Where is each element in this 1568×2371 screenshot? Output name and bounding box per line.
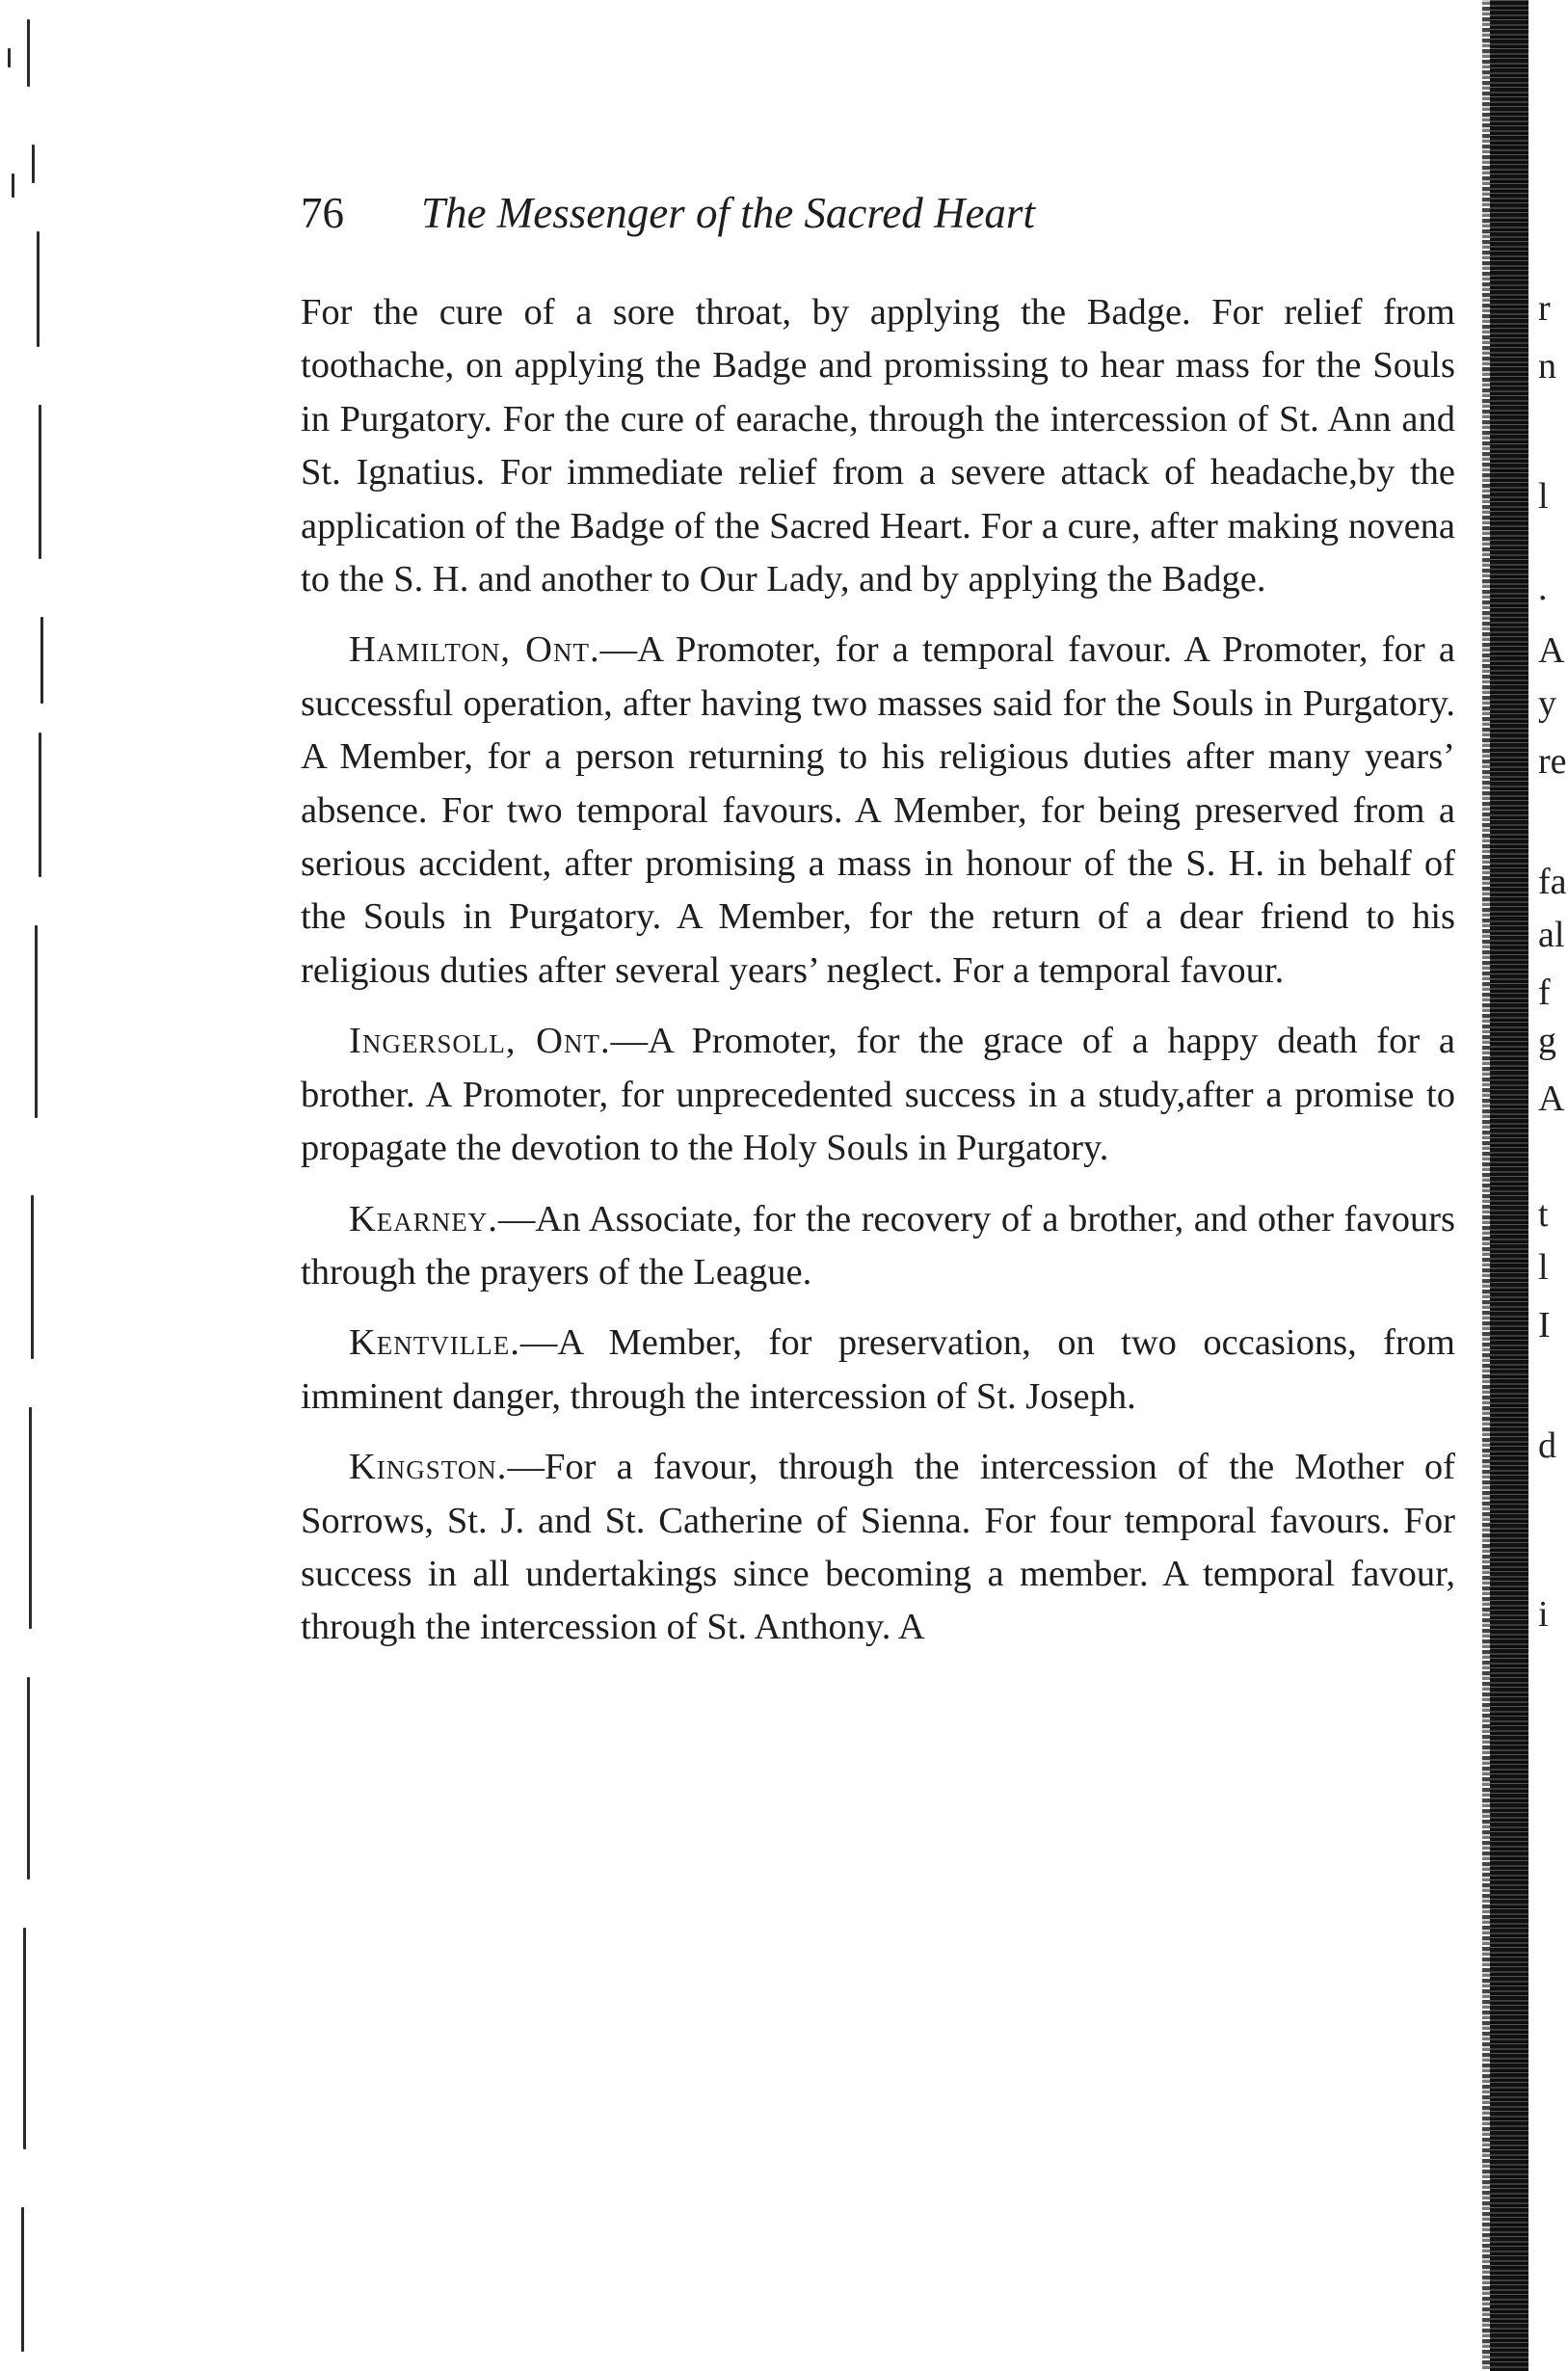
facing-page-fragment: A xyxy=(1538,631,1565,670)
entry-kearney xyxy=(301,1193,1455,1300)
entry-text: —A Promoter, for the grace of a happy death for a brother. A Promoter, for unprecedented success in a study,after a promise to propagate the devotion to the Holy Souls in Purgatory. xyxy=(301,1021,1455,1169)
scan-left-edge xyxy=(0,0,67,2371)
facing-page-fragment: l xyxy=(1538,477,1549,516)
entry-text: For the cure of a sore throat, by applying the Badge. For relief from toothache, on applying the Badge and promissing to hear mass for the Souls in Purgatory. For the cure of earache, through the intercession of St. Ann and St. Ignatius. For immediate relief from a severe attack of headache,by the application of the Badge of the Sacred Heart. For a cure, after making novena to the S. H. and another to Our Lady, and by applying the Badge. xyxy=(301,292,1455,600)
entry-place: Ingersoll, Ont. xyxy=(349,1021,611,1062)
binding-gutter xyxy=(1482,0,1528,2371)
entry-place: Hamilton, Ont. xyxy=(349,629,600,671)
facing-page-fragment: y xyxy=(1538,684,1556,723)
facing-page-fragment: re xyxy=(1538,742,1567,781)
entry-place: Kingston. xyxy=(349,1447,508,1488)
page-body xyxy=(301,188,1455,1655)
entry-text: —For a favour, through the intercession of the Mother of Sorrows, St. J. and St. Catherine of Sienna. For four temporal favours. For success in all undertakings since becoming a member. A temporal favour, through the intercession of St. Anthony. A xyxy=(301,1447,1455,1648)
entry-hamilton xyxy=(301,624,1455,998)
facing-page-fragment: I xyxy=(1538,1306,1551,1345)
facing-page-fragment: fa xyxy=(1538,863,1567,901)
entry-kentville xyxy=(301,1317,1455,1424)
facing-page-fragment: . xyxy=(1538,569,1548,607)
facing-page-fragment: g xyxy=(1538,1022,1556,1060)
entry-continued xyxy=(301,286,1455,606)
facing-page-fragment: A xyxy=(1538,1079,1565,1118)
entry-place: Kearney. xyxy=(349,1198,498,1239)
facing-page-fragment: l xyxy=(1538,1248,1549,1287)
entry-text: —A Member, for preservation, on two occasions, from imminent danger, through the intercession of St. Joseph. xyxy=(301,1322,1455,1417)
page-number: 76 xyxy=(301,189,344,237)
facing-page-fragment: t xyxy=(1538,1195,1549,1234)
facing-page-fragment: f xyxy=(1538,973,1551,1012)
entry-ingersoll xyxy=(301,1015,1455,1175)
facing-page-fragment: i xyxy=(1538,1595,1549,1634)
facing-page-fragment: al xyxy=(1538,916,1565,954)
facing-page-fragment: r xyxy=(1538,289,1551,328)
entry-kingston xyxy=(301,1441,1455,1655)
facing-page-fragment: n xyxy=(1538,347,1556,386)
entry-text: —A Promoter, for a temporal favour. A Promoter, for a successful operation, after having two masses said for the Souls in Purgatory. A Member, for a person returning to his religious duties after many years’ absence. For two temporal favours. A Member, for being preserved from a serious accident, after promising a mass in honour of the S. H. in behalf of the Souls in Purgatory. A Member, for the return of a dear friend to his religious duties after several years’ neglect. For a temporal favour. xyxy=(301,629,1455,991)
facing-page-fragment: d xyxy=(1538,1426,1556,1465)
running-title: The Messenger of the Sacred Heart xyxy=(421,189,1035,237)
entry-text: —An Associate, for the recovery of a brother, and other favours through the prayers of the League. xyxy=(301,1198,1455,1292)
page-header xyxy=(301,188,1455,265)
entry-place: Kentville. xyxy=(349,1322,520,1364)
